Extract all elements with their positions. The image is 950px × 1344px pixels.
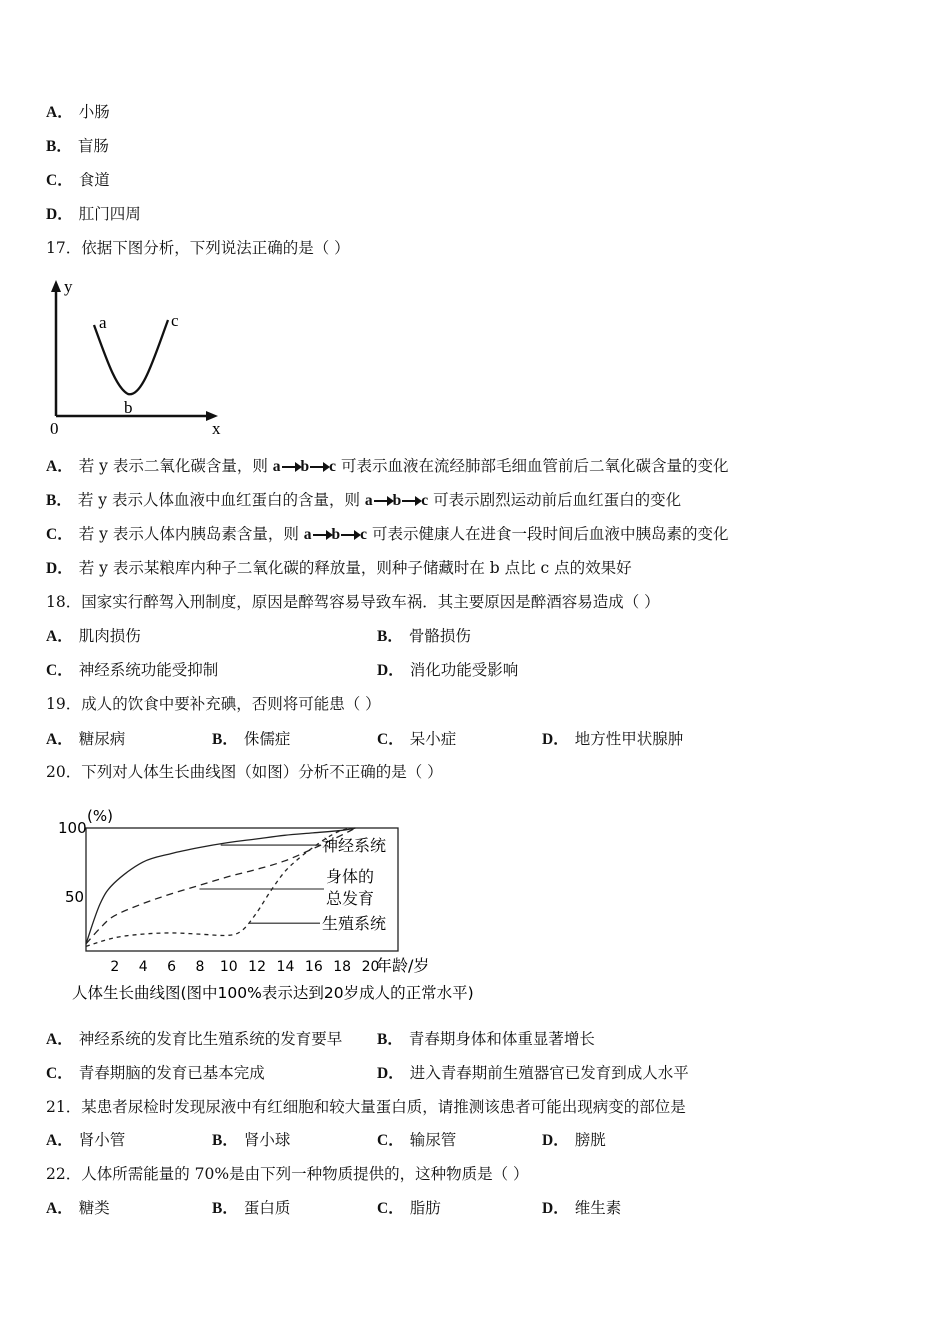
q19-option-b: B． 侏儒症 <box>212 730 291 748</box>
arrow-icon <box>313 534 331 536</box>
q19-option-c: C． 呆小症 <box>377 730 457 748</box>
q22-option-c: C． 脂肪 <box>377 1199 441 1217</box>
q18-option-b: B． 骨骼损伤 <box>377 627 471 645</box>
y-axis-label: y <box>64 278 73 296</box>
q17-figure <box>44 278 244 438</box>
series-label: 身体的 <box>326 867 375 886</box>
growth-curve-chart <box>56 804 476 1009</box>
y-axis-arrow <box>51 280 61 292</box>
q21-option-a: A． 肾小管 <box>46 1131 126 1149</box>
q17-option-b: B． 若 y 表示人体血液中血红蛋白的含量，则 a b c 可表示剧烈运动前后血红蛋白的变化 <box>46 491 682 509</box>
chart-caption: 人体生长曲线图(图中100%表示达到20岁成人的正常水平) <box>72 984 474 1002</box>
origin-label: 0 <box>50 419 59 438</box>
x-tick-label: 14 <box>276 959 295 975</box>
q16-option-b: B． 盲肠 <box>46 137 109 155</box>
y-tick-100: 100 <box>58 819 87 837</box>
point-c-label: c <box>171 311 179 330</box>
q18-option-a: A． 肌肉损伤 <box>46 627 141 645</box>
q22-option-b: B． 蛋白质 <box>212 1199 291 1217</box>
point-a-label: a <box>99 313 107 332</box>
q18-option-c: C． 神经系统功能受抑制 <box>46 661 219 679</box>
q19-stem: 19．成人的饮食中要补充碘，否则将可能患（ ） <box>46 695 381 713</box>
q21-option-d: D． 膀胱 <box>542 1131 606 1149</box>
series-label: 总发育 <box>326 889 375 908</box>
reproductive-system-curve <box>86 828 355 946</box>
q16-option-a: A． 小肠 <box>46 103 110 121</box>
x-axis-label: x <box>212 419 221 438</box>
q18-stem: 18．国家实行醉驾入刑制度，原因是醉驾容易导致车祸．其主要原因是醉酒容易造成（ ） <box>46 593 660 611</box>
q17-option-a: A． 若 y 表示二氧化碳含量，则 a b c 可表示血液在流经肺部毛细血管前后二氧化碳含量的变化 <box>46 457 729 475</box>
x-axis-label: 年龄/岁 <box>376 956 430 975</box>
x-tick-label: 8 <box>195 959 205 975</box>
q19-option-d: D． 地方性甲状腺肿 <box>542 730 684 748</box>
arrow-icon <box>310 466 328 468</box>
q21-option-c: C． 输尿管 <box>377 1131 457 1149</box>
q19-option-a: A． 糖尿病 <box>46 730 126 748</box>
arrow-icon <box>341 534 359 536</box>
q20-option-a: A． 神经系统的发育比生殖系统的发育要早 <box>46 1030 343 1048</box>
x-tick-label: 2 <box>110 959 120 975</box>
q17-option-d: D． 若 y 表示某粮库内种子二氧化碳的释放量，则种子储藏时在 b 点比 c 点的效果好 <box>46 559 632 577</box>
q16-option-c: C． 食道 <box>46 171 110 189</box>
q17-option-c: C． 若 y 表示人体内胰岛素含量，则 a b c 可表示健康人在进食一段时间后血液中胰岛素的变化 <box>46 525 729 543</box>
q22-stem: 22．人体所需能量的 70%是由下列一种物质提供的，这种物质是（ ） <box>46 1165 529 1183</box>
series-label: 生殖系统 <box>322 914 387 933</box>
x-tick-label: 20 <box>361 959 380 975</box>
q17-stem: 17．依据下图分析，下列说法正确的是（ ） <box>46 239 350 257</box>
arrow-icon <box>374 500 392 502</box>
q20-option-c: C． 青春期脑的发育已基本完成 <box>46 1064 265 1082</box>
q22-option-d: D． 维生素 <box>542 1199 622 1217</box>
y-axis-unit: (%) <box>87 807 113 825</box>
x-tick-label: 16 <box>304 959 323 975</box>
x-tick-label: 12 <box>248 959 267 975</box>
q21-option-b: B． 肾小球 <box>212 1131 291 1149</box>
x-tick-label: 4 <box>138 959 148 975</box>
arrow-icon <box>282 466 300 468</box>
q16-option-d: D． 肛门四周 <box>46 205 141 223</box>
x-tick-label: 6 <box>167 959 177 975</box>
arrow-icon <box>402 500 420 502</box>
q20-option-b: B． 青春期身体和体重显著增长 <box>377 1030 595 1048</box>
q21-stem: 21．某患者尿检时发现尿液中有红细胞和较大量蛋白质，请推测该患者可能出现病变的部位是 <box>46 1098 686 1116</box>
q20-option-d: D． 进入青春期前生殖器官已发育到成人水平 <box>377 1064 689 1082</box>
q18-option-d: D． 消化功能受影响 <box>377 661 519 679</box>
x-tick-label: 18 <box>333 959 352 975</box>
y-tick-50: 50 <box>65 888 85 906</box>
q20-stem: 20．下列对人体生长曲线图（如图）分析不正确的是（ ） <box>46 763 443 781</box>
series-label: 神经系统 <box>322 836 387 855</box>
point-b-label: b <box>124 398 133 417</box>
x-tick-label: 10 <box>219 959 238 975</box>
q22-option-a: A． 糖类 <box>46 1199 110 1217</box>
